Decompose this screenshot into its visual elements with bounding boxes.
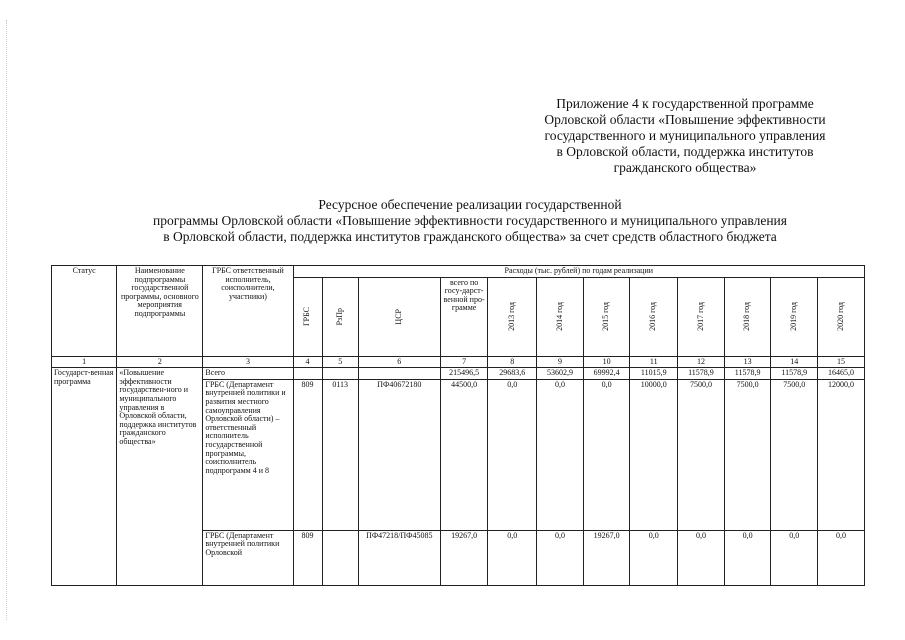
document-title [40,197,900,245]
year-value-cell: 7500,0 [678,379,725,530]
title-line: программы Орловской области «Повышение эффективности государственного и муниципального управления [153,213,787,228]
header-csr: ЦСР [358,277,440,356]
rzpr-cell [322,368,358,380]
year-value-cell: 29683,6 [488,368,537,380]
grbs-code-cell: 809 [293,379,322,530]
year-value-cell: 0,0 [678,530,725,585]
header-year: 2015 год [583,277,630,356]
year-value-cell: 0,0 [537,379,584,530]
column-number: 4 [293,356,322,368]
column-number: 2 [117,356,203,368]
appendix-note [508,96,862,176]
csr-cell: ПФ40672180 [358,379,440,530]
column-number: 6 [358,356,440,368]
total-cell: 215496,5 [440,368,488,380]
year-value-cell: 0,0 [488,379,537,530]
year-value-cell: 11578,9 [724,368,771,380]
rzpr-cell: 0113 [322,379,358,530]
appendix-line: государственного и муниципального управления [544,128,826,143]
year-value-cell: 7500,0 [771,379,818,530]
year-value-cell: 11578,9 [771,368,818,380]
column-number-row [52,356,865,368]
year-value-cell: 10000,0 [630,379,678,530]
title-line: Ресурсное обеспечение реализации государственной [318,197,622,212]
header-grbs-code: ГРБС [293,277,322,356]
year-value-cell: 0,0 [630,530,678,585]
grbs-code-cell [293,368,322,380]
appendix-line: гражданского общества» [613,160,757,175]
total-cell: 44500,0 [440,379,488,530]
year-value-cell: 0,0 [818,530,865,585]
header-row-main [52,266,865,278]
header-year: 2016 год [630,277,678,356]
title-line: в Орловской области, поддержка институтов гражданского общества» за счет средств областного бюджета [163,229,777,244]
column-number: 9 [537,356,584,368]
grbs-cell: Всего [203,368,293,380]
status-cell: Государст-венная программа [52,368,117,586]
year-value-cell: 53602,9 [537,368,584,380]
program-name-cell: «Повышение эффективности государствен-ного и муниципального управления в Орловской области, поддержка институтов гражданского общества» [117,368,203,586]
column-number: 8 [488,356,537,368]
resource-table [51,265,865,586]
appendix-line: Приложение 4 к государственной программе [556,96,814,111]
year-value-cell: 0,0 [724,530,771,585]
table-row-total [52,368,865,380]
column-number: 5 [322,356,358,368]
year-value-cell: 7500,0 [724,379,771,530]
grbs-cell: ГРБС (Департамент внутренней политики и развития местного самоуправления Орловской области) – ответственный исполнитель государственной программы, соисполнитель подпрограмм 4 и 8 [203,379,293,530]
scan-margin-marks [6,20,8,620]
year-value-cell: 0,0 [488,530,537,585]
column-number: 1 [52,356,117,368]
column-number: 10 [583,356,630,368]
year-value-cell: 16465,0 [818,368,865,380]
column-number: 15 [818,356,865,368]
year-value-cell: 11578,9 [678,368,725,380]
header-rzpr: РзПр [322,277,358,356]
year-value-cell: 19267,0 [583,530,630,585]
rzpr-cell [322,530,358,585]
year-value-cell: 0,0 [583,379,630,530]
grbs-code-cell: 809 [293,530,322,585]
header-grbs: ГРБС ответственный исполнитель, соисполнители, участники) [203,266,293,357]
header-name: Наименование подпрограммы государственной программы, основного мероприятия подпрограммы [117,266,203,357]
appendix-line: в Орловской области, поддержка институтов [556,144,814,159]
header-year: 2018 год [724,277,771,356]
appendix-line: Орловской области «Повышение эффективности [544,112,826,127]
header-year: 2017 год [678,277,725,356]
header-year: 2020 год [818,277,865,356]
year-value-cell: 0,0 [771,530,818,585]
header-total: всего по госу-дарст-венной про-грамме [440,277,488,356]
total-cell: 19267,0 [440,530,488,585]
column-number: 14 [771,356,818,368]
column-number: 13 [724,356,771,368]
header-year: 2019 год [771,277,818,356]
header-year: 2013 год [488,277,537,356]
header-expenses: Расходы (тыс. рублей) по годам реализации [293,266,864,278]
year-value-cell: 0,0 [537,530,584,585]
grbs-cell: ГРБС (Департамент внутренней политики Орловской [203,530,293,585]
year-value-cell: 69992,4 [583,368,630,380]
column-number: 12 [678,356,725,368]
header-status: Статус [52,266,117,357]
year-value-cell: 12000,0 [818,379,865,530]
column-number: 3 [203,356,293,368]
column-number: 7 [440,356,488,368]
csr-cell [358,368,440,380]
header-year: 2014 год [537,277,584,356]
column-number: 11 [630,356,678,368]
year-value-cell: 11015,9 [630,368,678,380]
csr-cell: ПФ47218/ПФ45085 [358,530,440,585]
